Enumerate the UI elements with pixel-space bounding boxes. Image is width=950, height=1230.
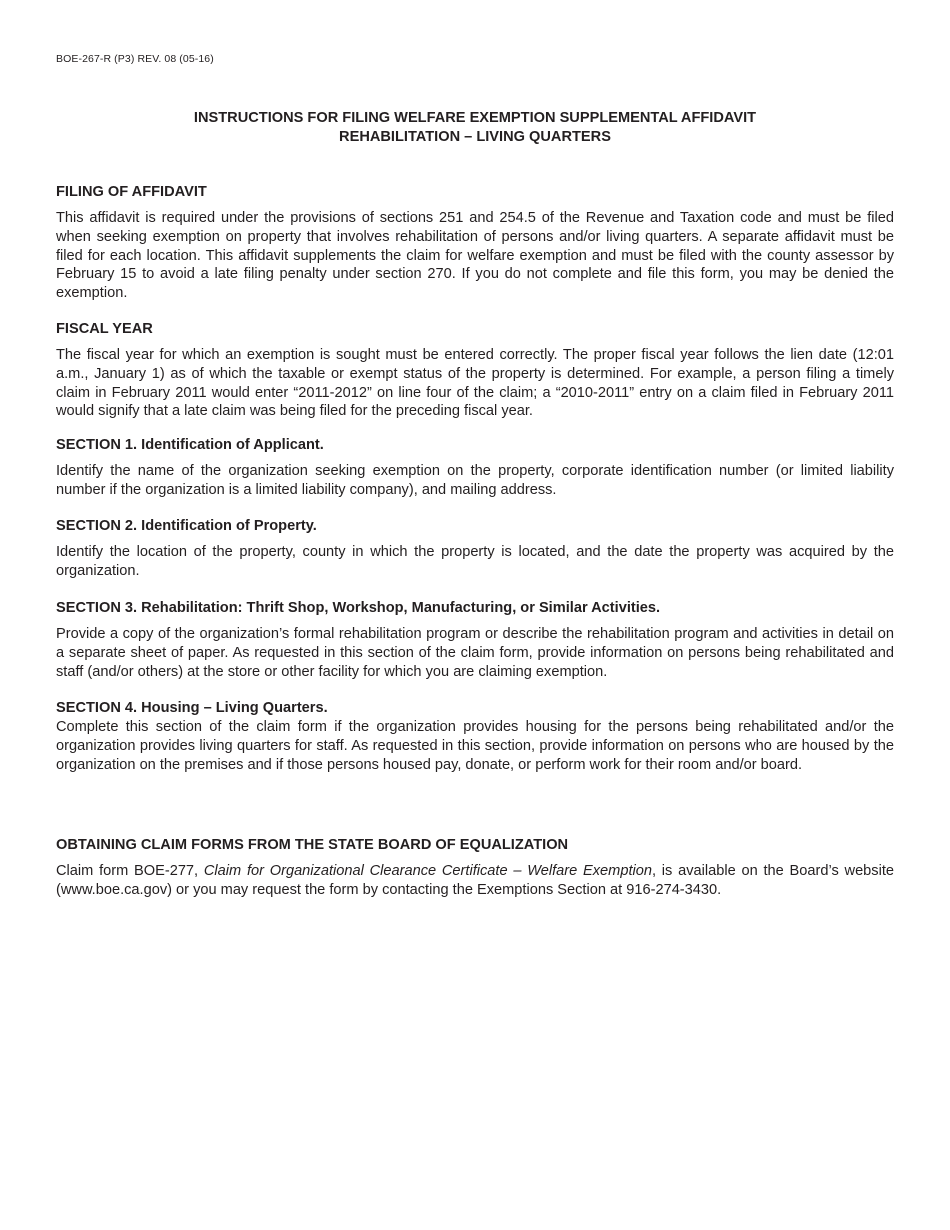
section-heading: FISCAL YEAR [56,321,153,337]
section-body: Identify the location of the property, county in which the property is located, and the date the property was acquired by the organization. [56,544,894,579]
section-body: Identify the name of the organization seeking exemption on the property, corporate identification number (or limited liability number if the organization is a limited liability company), and mailing address. [56,463,894,498]
section-3-rehabilitation [56,599,894,681]
title-line-2: REHABILITATION – LIVING QUARTERS [339,129,611,145]
section-body: Complete this section of the claim form if the organization provides housing for the persons being rehabilitated and/or the organization provides living quarters for staff. As requested in this section, provide information on persons who are housed by the organization on the premises and if those persons housed pay, donate, or perform work for their room and/or board. [56,719,894,773]
section-1-identification-of-applicant [56,436,894,500]
section-body: The fiscal year for which an exemption is sought must be entered correctly. The proper fiscal year follows the lien date (12:01 a.m., January 1) as of which the taxable or exempt status of the property is determined. For example, a person filing a timely claim in February 2011 would enter “2011-2012” on line four of the claim; a “2010-2011” entry on a claim filed in February 2011 would signify that a late claim was being filed for the preceding fiscal year. [56,347,894,420]
section-body [56,862,894,900]
document-title [56,109,894,147]
section-heading: SECTION 2. Identification of Property. [56,518,317,534]
section-obtaining-claim-forms [56,836,894,900]
section-body: Provide a copy of the organization’s formal rehabilitation program or describe the rehabilitation program and activities in detail on a separate sheet of paper. As requested in this section of the claim form, provide information on persons being rehabilitated and staff (and/or others) at the store or other facility for which you are claiming exemption. [56,626,894,680]
title-line-1: INSTRUCTIONS FOR FILING WELFARE EXEMPTION SUPPLEMENTAL AFFIDAVIT [193,110,757,126]
section-heading: FILING OF AFFIDAVIT [56,184,207,200]
section-2-identification-of-property [56,517,894,581]
claim-form-title: Claim for Organizational Clearance Certificate – Welfare Exemption [203,863,652,879]
section-heading: OBTAINING CLAIM FORMS FROM THE STATE BOARD OF EQUALIZATION [56,837,569,853]
section-heading: SECTION 3. Rehabilitation: Thrift Shop, Workshop, Manufacturing, or Similar Activities. [56,600,661,616]
section-body: This affidavit is required under the provisions of sections 251 and 254.5 of the Revenue and Taxation code and must be filed when seeking exemption on property that involves rehabilitation of persons and/or living quarters. A separate affidavit must be filed for each location. This affidavit supplements the claim for welfare exemption and must be filed with the county assessor by February 15 to avoid a late filing penalty under section 270. If you do not complete and file this form, you may be denied the exemption. [56,210,894,302]
section-filing-of-affidavit [56,183,894,303]
form-id: BOE-267-R (P3) REV. 08 (05-16) [56,53,214,65]
section-4-housing-living-quarters [56,699,894,774]
section-heading: SECTION 1. Identification of Applicant. [56,437,324,453]
body-text-pre: Claim form BOE-277, [56,863,204,879]
body-text-post: , is available on the Board’s website (www.boe.ca.gov) or you may request the form by contacting the Exemptions Section at 916-274-3430. [56,863,895,898]
section-fiscal-year [56,320,894,421]
section-heading: SECTION 4. Housing – Living Quarters. [56,700,328,716]
